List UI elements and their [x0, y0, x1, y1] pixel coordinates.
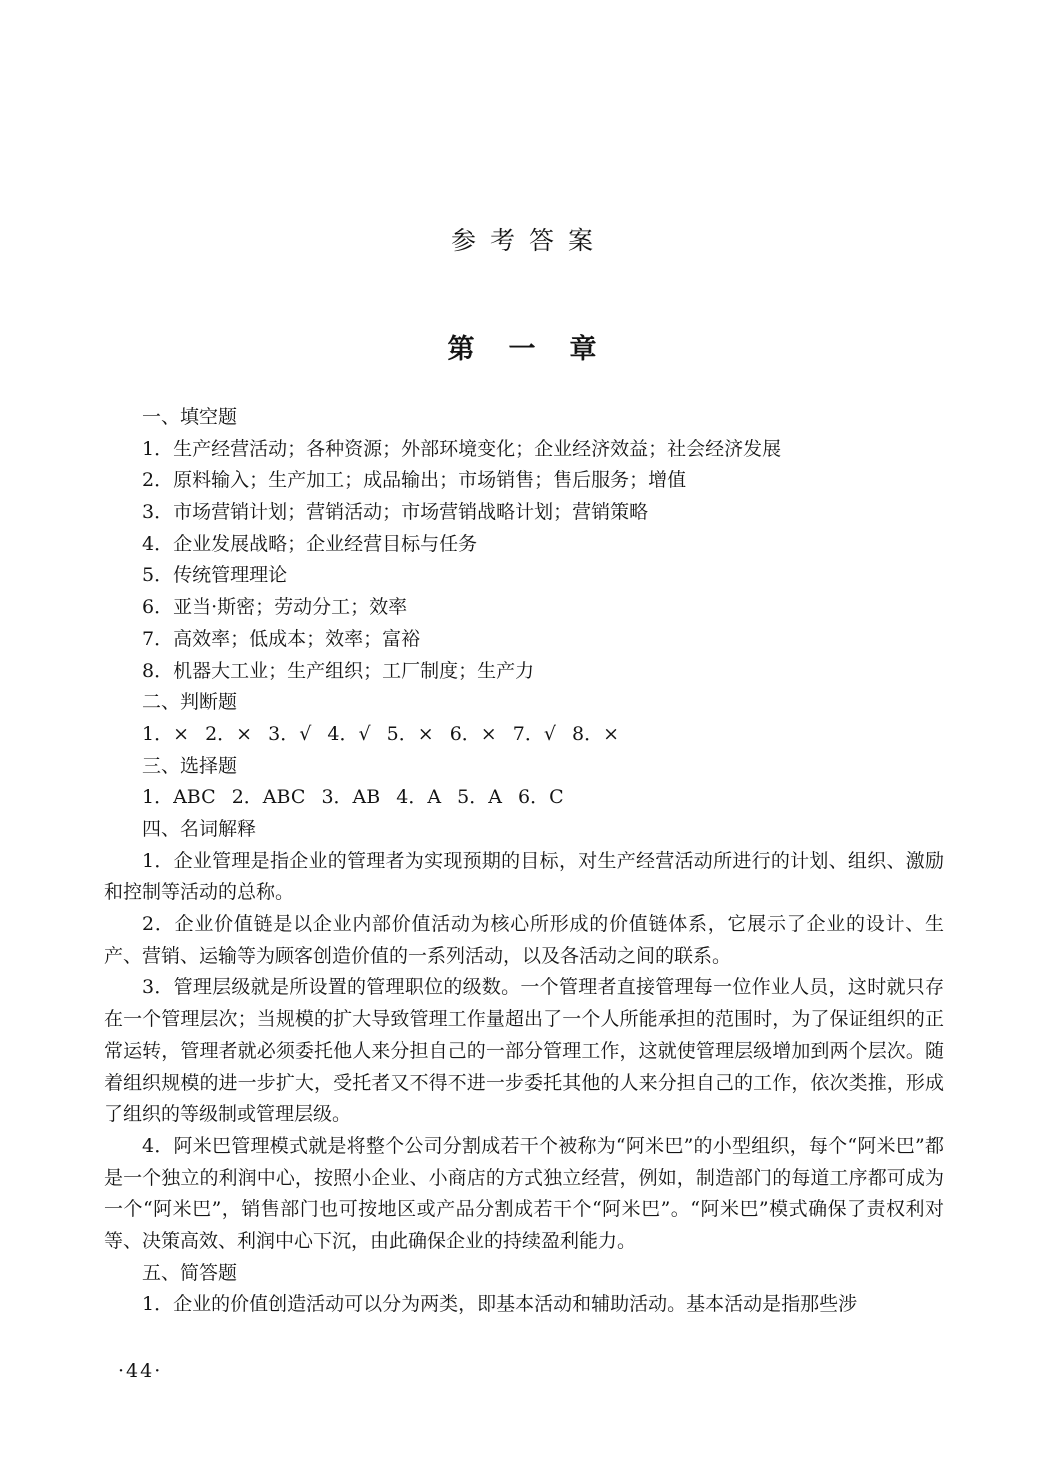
judgment-answer: 7．√ — [512, 722, 556, 745]
fill-blank-item: 1．生产经营活动；各种资源；外部环境变化；企业经济效益；社会经济发展 — [142, 437, 782, 460]
page-number: ·44· — [118, 1360, 163, 1382]
judgment-answer: 4．√ — [327, 722, 371, 745]
judgment-answer: 5．× — [386, 722, 434, 745]
choice-answer: 5．A — [457, 786, 502, 809]
term-definition: 3．管理层级就是所设置的管理职位的级数。一个管理者直接管理每一位作业人员，这时就只存在一个管理层次；当规模的扩大导致管理工作量超出了一个人所能承担的范围时，为了保证组织的正常运转，管理者就必须委托他人来分担自己的一部分管理工作，这就使管理层级增加到两个层次。随着组织规模的进一步扩大，受托者又不得不进一步委托其他的人来分担自己的工作，依次类推，形成了组织的等级制或管理层级。 — [104, 976, 944, 1126]
answer-content — [104, 402, 944, 1321]
choice-answer: 4．A — [396, 786, 442, 809]
fill-blank-item: 5．传统管理理论 — [142, 564, 288, 587]
short-answer-item: 1．企业的价值创造活动可以分为两类，即基本活动和辅助活动。基本活动是指那些涉 — [142, 1293, 858, 1316]
judgment-answer: 6．× — [449, 722, 497, 745]
judgment-answer: 1．× — [142, 722, 190, 745]
chapter-title: 第一章 — [447, 334, 631, 365]
judgment-answer: 8．× — [572, 722, 620, 745]
term-definition: 1．企业管理是指企业的管理者为实现预期的目标，对生产经营活动所进行的计划、组织、激励和控制等活动的总称。 — [104, 849, 944, 904]
fill-blank-item: 2．原料输入；生产加工；成品输出；市场销售；售后服务；增值 — [142, 469, 687, 492]
section-heading-fill-blank: 一、填空题 — [142, 406, 238, 428]
choice-answer: 6．C — [517, 786, 564, 809]
document-title: 参考答案 — [450, 226, 607, 255]
choice-answer: 3．AB — [321, 786, 381, 809]
section-heading-terms: 四、名词解释 — [142, 817, 257, 840]
choice-answer: 2．ABC — [231, 786, 306, 809]
choice-answer: 1．ABC — [142, 786, 216, 809]
term-definition: 4．阿米巴管理模式就是将整个公司分割成若干个被称为“阿米巴”的小型组织，每个“阿米巴”都是一个独立的利润中心，按照小企业、小商店的方式独立经营，例如，制造部门的每道工序都可成为一个“阿米巴”，销售部门也可按地区或产品分割成若干个“阿米巴”。“阿米巴”模式确保了责权利对等、决策高效、利润中心下沉，由此确保企业的持续盈利能力。 — [104, 1134, 944, 1253]
term-definition: 2．企业价值链是以企业内部价值活动为核心所形成的价值链体系，它展示了企业的设计、生产、营销、运输等为顾客创造价值的一系列活动，以及各活动之间的联系。 — [104, 913, 944, 967]
judgment-answer: 3．√ — [268, 722, 312, 745]
section-heading-choice: 三、选择题 — [142, 754, 238, 777]
fill-blank-item: 4．企业发展战略；企业经营目标与任务 — [142, 532, 478, 555]
fill-blank-item: 6．亚当·斯密；劳动分工；效率 — [142, 596, 408, 619]
choice-answers — [104, 782, 944, 814]
section-heading-short-answer: 五、简答题 — [142, 1261, 238, 1284]
fill-blank-item: 8．机器大工业；生产组织；工厂制度；生产力 — [142, 659, 535, 682]
fill-blank-item: 3．市场营销计划；营销活动；市场营销战略计划；营销策略 — [142, 501, 649, 524]
judgment-answers — [104, 719, 944, 751]
judgment-answer: 2．× — [205, 722, 253, 745]
fill-blank-item: 7．高效率；低成本；效率；富裕 — [142, 627, 421, 650]
section-heading-judgment: 二、判断题 — [142, 691, 238, 714]
